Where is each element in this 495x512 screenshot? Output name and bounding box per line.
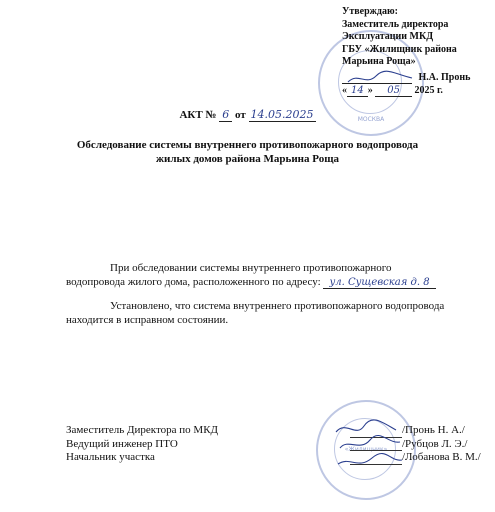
- signature-stamp-text: «Жилищник»: [344, 446, 388, 453]
- body-p1-line-2: [66, 276, 486, 290]
- body-p1-line-2-text: водопровода жилого дома, расположенного по адресу:: [66, 275, 321, 288]
- approval-signature-scribble: [346, 70, 416, 88]
- body-paragraph-1: [66, 262, 486, 289]
- role-deputy-director: Заместитель Директора по МКД: [66, 424, 219, 436]
- subject-line-2: жилых домов района Марьина Роща: [156, 152, 339, 165]
- signature-scribble-3: [338, 453, 402, 464]
- signature-scribble-1: [336, 420, 396, 432]
- name-rubtsov: /Рубцов Л. Э./: [402, 437, 468, 450]
- signature-scribble-2: [340, 435, 400, 448]
- act-label: АКТ №: [179, 109, 217, 121]
- body-p2-line-1: Установлено, что система внутреннего противопожарного водопровода: [110, 300, 445, 312]
- approval-signer-name: Н.А. Пронь: [418, 71, 471, 83]
- approval-line-5: Марьина Роща»: [342, 56, 416, 67]
- address-handwritten: ул. Сущевская д. 8: [323, 277, 435, 289]
- body-p2-line-2: находится в исправном состоянии.: [66, 313, 229, 326]
- approval-line-3: Эксплуатации МКД: [342, 31, 434, 42]
- handwritten-signatures: [330, 418, 410, 474]
- approval-line-2: Заместитель директора: [342, 18, 449, 30]
- document-subject: [0, 139, 495, 166]
- approval-line-4: ГБУ «Жилищник района: [342, 43, 457, 55]
- approval-stamp-text: МОСКВА: [357, 116, 385, 123]
- date-open-quote: «: [342, 85, 347, 96]
- role-lead-engineer: Ведущий инженер ПТО: [66, 437, 178, 450]
- approval-date-month: 05: [375, 85, 412, 97]
- name-lobanova: /Лобанова В. М./: [402, 451, 481, 463]
- name-pron: /Пронь Н. А./: [402, 424, 465, 436]
- act-date: 14.05.2025: [250, 108, 314, 121]
- approval-date-year: 2025 г.: [414, 85, 443, 96]
- approval-line-1: Утверждаю:: [342, 6, 398, 17]
- signature-roles: [66, 424, 218, 465]
- date-close-quote: »: [367, 85, 373, 96]
- subject-line-1: Обследование системы внутреннего противопожарного водопровода: [76, 139, 419, 151]
- body-p1-line-1: При обследовании системы внутреннего противопожарного: [110, 262, 392, 274]
- act-title: [0, 108, 495, 121]
- role-site-manager: Начальник участка: [66, 451, 155, 463]
- act-number: 6: [219, 108, 232, 122]
- act-from: от: [235, 109, 246, 121]
- approval-date-day: 14: [347, 85, 368, 97]
- body-paragraph-2: [66, 300, 486, 327]
